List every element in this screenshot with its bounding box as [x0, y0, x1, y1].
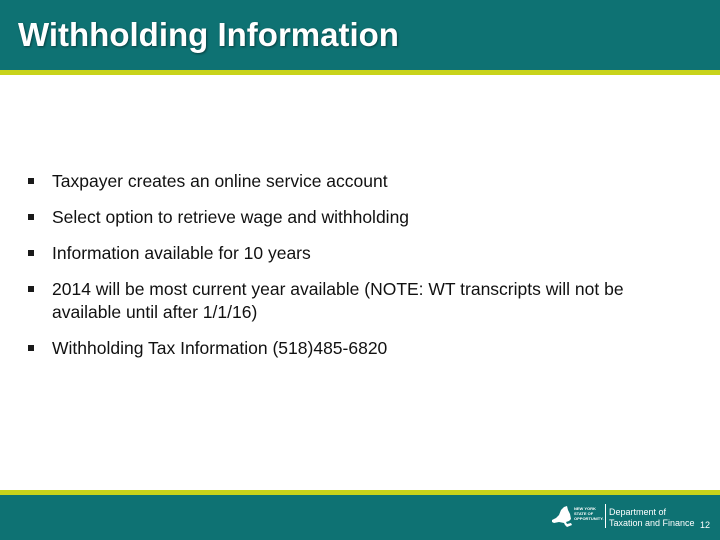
page-number: 12 [699, 520, 710, 530]
bullet-list [28, 170, 688, 373]
logo-divider [605, 504, 606, 528]
logo-state-line-2: STATE OF [574, 511, 594, 516]
bullet-item [28, 242, 688, 265]
square-bullet-icon [28, 214, 34, 220]
bullet-item [28, 278, 688, 324]
title-accent-rule [0, 70, 720, 75]
bullet-text: 2014 will be most current year available (NOTE: WT transcripts will not be available until after 1/1/16) [52, 279, 624, 322]
logo-dept-line-2: Taxation and Finance [609, 518, 695, 528]
logo-state-line-3: OPPORTUNITY. [574, 516, 604, 521]
logo-state-line-1: NEW YORK [574, 506, 596, 511]
square-bullet-icon [28, 345, 34, 351]
new-york-state-map-icon [550, 504, 574, 528]
bullet-item [28, 170, 688, 193]
slide-title: Withholding Information [18, 16, 399, 53]
bullet-item [28, 206, 688, 229]
logo-dept-line-1: Department of [609, 507, 667, 517]
square-bullet-icon [28, 178, 34, 184]
title-bar [0, 0, 720, 70]
logo-department-text [609, 507, 695, 529]
logo-state-text [574, 506, 602, 521]
square-bullet-icon [28, 286, 34, 292]
square-bullet-icon [28, 250, 34, 256]
bullet-text: Taxpayer creates an online service account [52, 171, 388, 191]
bullet-text: Select option to retrieve wage and withholding [52, 207, 410, 227]
nys-tax-logo [550, 502, 700, 532]
bullet-item [28, 337, 688, 360]
bullet-text: Information available for 10 years [52, 243, 311, 263]
bullet-text: Withholding Tax Information (518)485-6820 [52, 338, 388, 358]
